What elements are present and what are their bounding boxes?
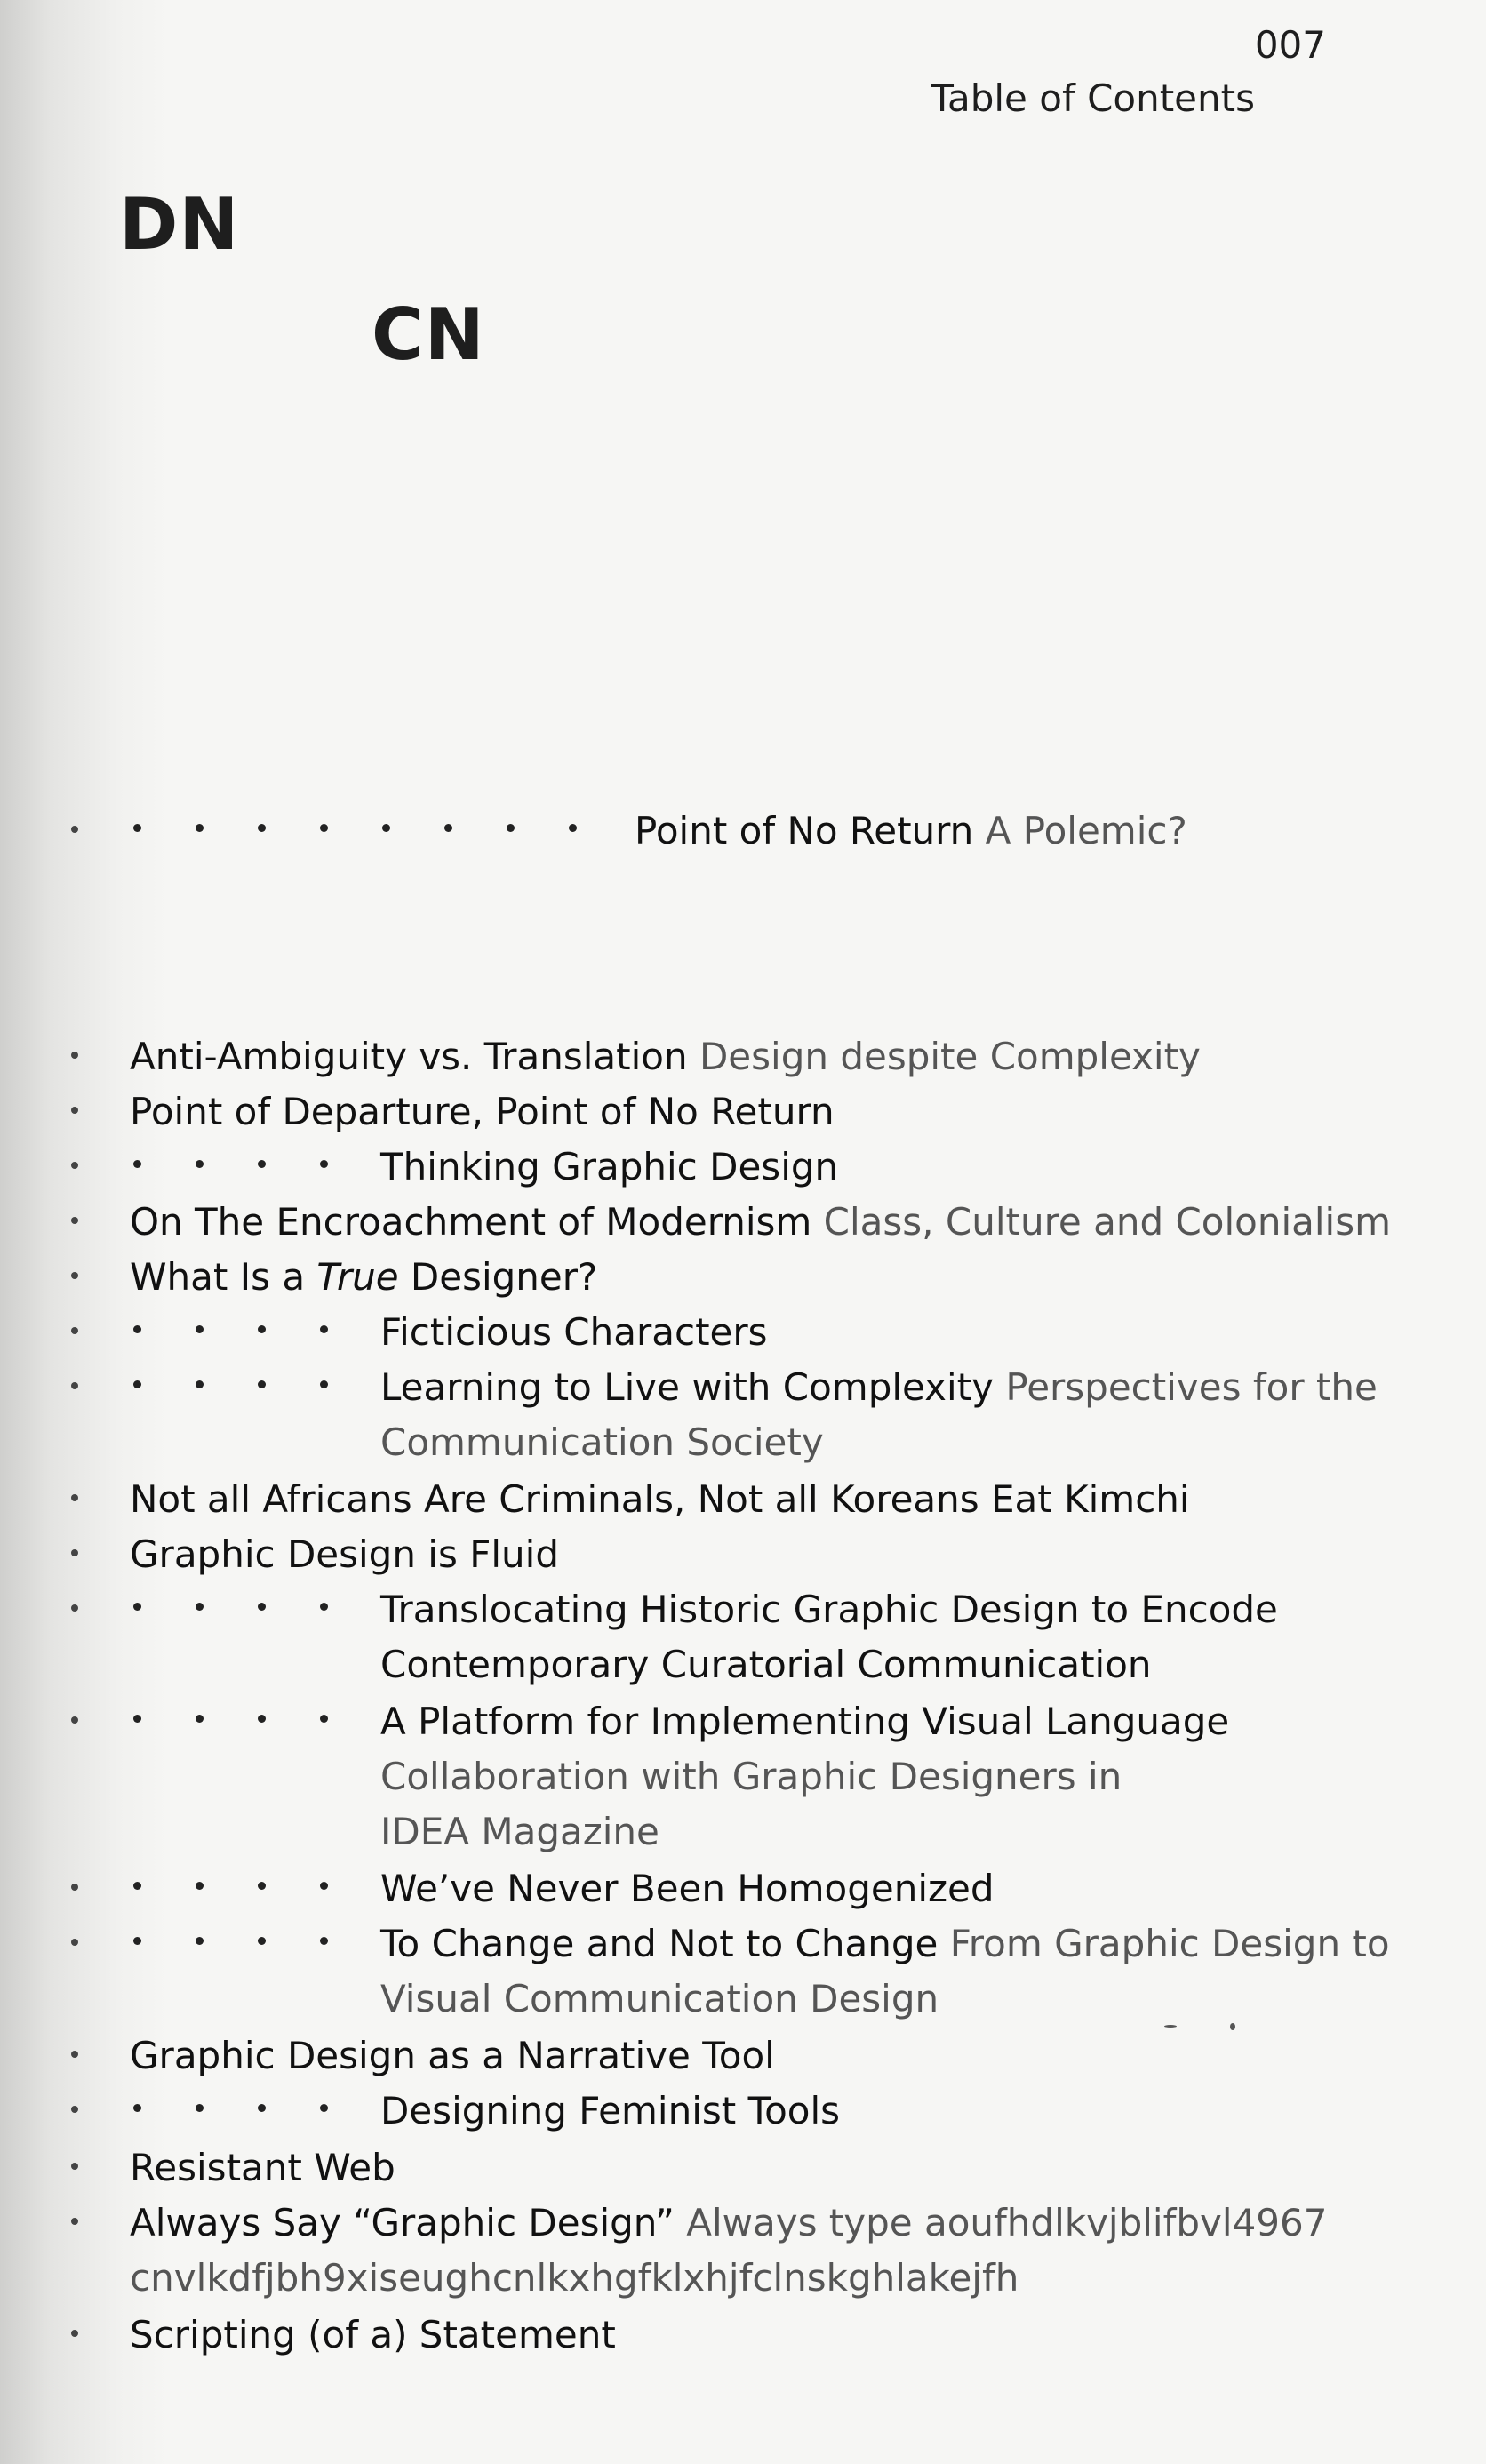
entry-subtitle: Always type aoufhdlkvjblifbvl4967 — [686, 2201, 1328, 2244]
entry-title: Thinking Graphic Design — [380, 1145, 839, 1188]
margin-bullet-icon — [71, 826, 78, 833]
entry-subtitle: A Polemic? — [985, 809, 1187, 852]
margin-bullet-icon — [71, 1716, 78, 1724]
margin-bullet-icon — [71, 1549, 78, 1556]
entry-subtitle-cont: Communication Society — [380, 1420, 824, 1464]
entry-subtitle: From Graphic Design to — [949, 1922, 1390, 1965]
entry-title: Graphic Design is Fluid — [130, 1532, 559, 1576]
margin-bullet-icon — [71, 1327, 78, 1334]
margin-bullet-icon — [71, 1052, 78, 1059]
margin-bullet-icon — [71, 1884, 78, 1891]
margin-bullet-icon — [71, 1382, 78, 1389]
entry-title: We’ve Never Been Homogenized — [380, 1867, 995, 1910]
entry-subtitle-cont: cnvlkdfjbh9xiseughcnlkxhgfklxhjfclnskghlakejfh — [130, 2256, 1019, 2300]
margin-bullet-icon — [71, 1162, 78, 1169]
page-number: 007 — [1254, 23, 1326, 67]
margin-bullet-icon — [71, 2218, 78, 2225]
entry-subtitle: Design despite Complexity — [699, 1035, 1201, 1078]
entry-title: Scripting (of a) Statement — [130, 2313, 616, 2356]
entry-subtitle: Class, Culture and Colonialism — [823, 1200, 1392, 1244]
margin-bullet-icon — [71, 2051, 78, 2058]
entry-title: Translocating Historic Graphic Design to Encode — [380, 1588, 1278, 1631]
entry-title: A Platform for Implementing Visual Language — [380, 1700, 1230, 1743]
entry-title: Anti-Ambiguity vs. Translation — [130, 1035, 688, 1078]
entry-title-cont: Contemporary Curatorial Communication — [380, 1643, 1152, 1686]
entry-title-part: What Is a — [130, 1255, 306, 1299]
entry-title: On The Encroachment of Modernism — [130, 1200, 812, 1244]
margin-bullet-icon — [71, 1939, 78, 1946]
entry-title-part: Designer? — [410, 1255, 598, 1299]
entry-subtitle: Perspectives for the — [1005, 1365, 1378, 1409]
entry-title: Graphic Design as a Narrative Tool — [130, 2034, 775, 2077]
entry-title: Designing Feminist Tools — [380, 2089, 841, 2132]
margin-bullet-icon — [71, 2106, 78, 2113]
margin-bullet-icon — [71, 2163, 78, 2170]
monogram-cn: CN — [372, 293, 485, 376]
entry-title: To Change and Not to Change — [380, 1922, 939, 1965]
entry-title: Resistant Web — [130, 2146, 395, 2189]
margin-bullet-icon — [71, 1217, 78, 1224]
monogram-dn: DN — [119, 183, 240, 266]
page-title: Table of Contents — [931, 76, 1255, 120]
entry-subtitle: Collaboration with Graphic Designers in — [380, 1755, 1122, 1798]
entry-title: Always Say “Graphic Design” — [130, 2201, 675, 2244]
margin-bullet-icon — [71, 1107, 78, 1114]
entry-subtitle-cont: Visual Communication Design — [380, 1977, 939, 2020]
margin-bullet-icon — [71, 1272, 78, 1279]
entry-title-italic: True — [316, 1255, 399, 1299]
entry-title: Learning to Live with Complexity — [380, 1365, 994, 1409]
margin-bullet-icon — [71, 2330, 78, 2337]
entry-title: Ficticious Characters — [380, 1310, 768, 1354]
ink-speck-marks — [1155, 2018, 1262, 2036]
entry-title: Point of No Return — [635, 809, 974, 852]
margin-bullet-icon — [71, 1494, 78, 1501]
entry-subtitle-cont: IDEA Magazine — [380, 1810, 659, 1853]
margin-bullet-icon — [71, 1604, 78, 1612]
entry-title: Not all Africans Are Criminals, Not all Koreans Eat Kimchi — [130, 1477, 1190, 1521]
entry-title: Point of Departure, Point of No Return — [130, 1090, 835, 1133]
